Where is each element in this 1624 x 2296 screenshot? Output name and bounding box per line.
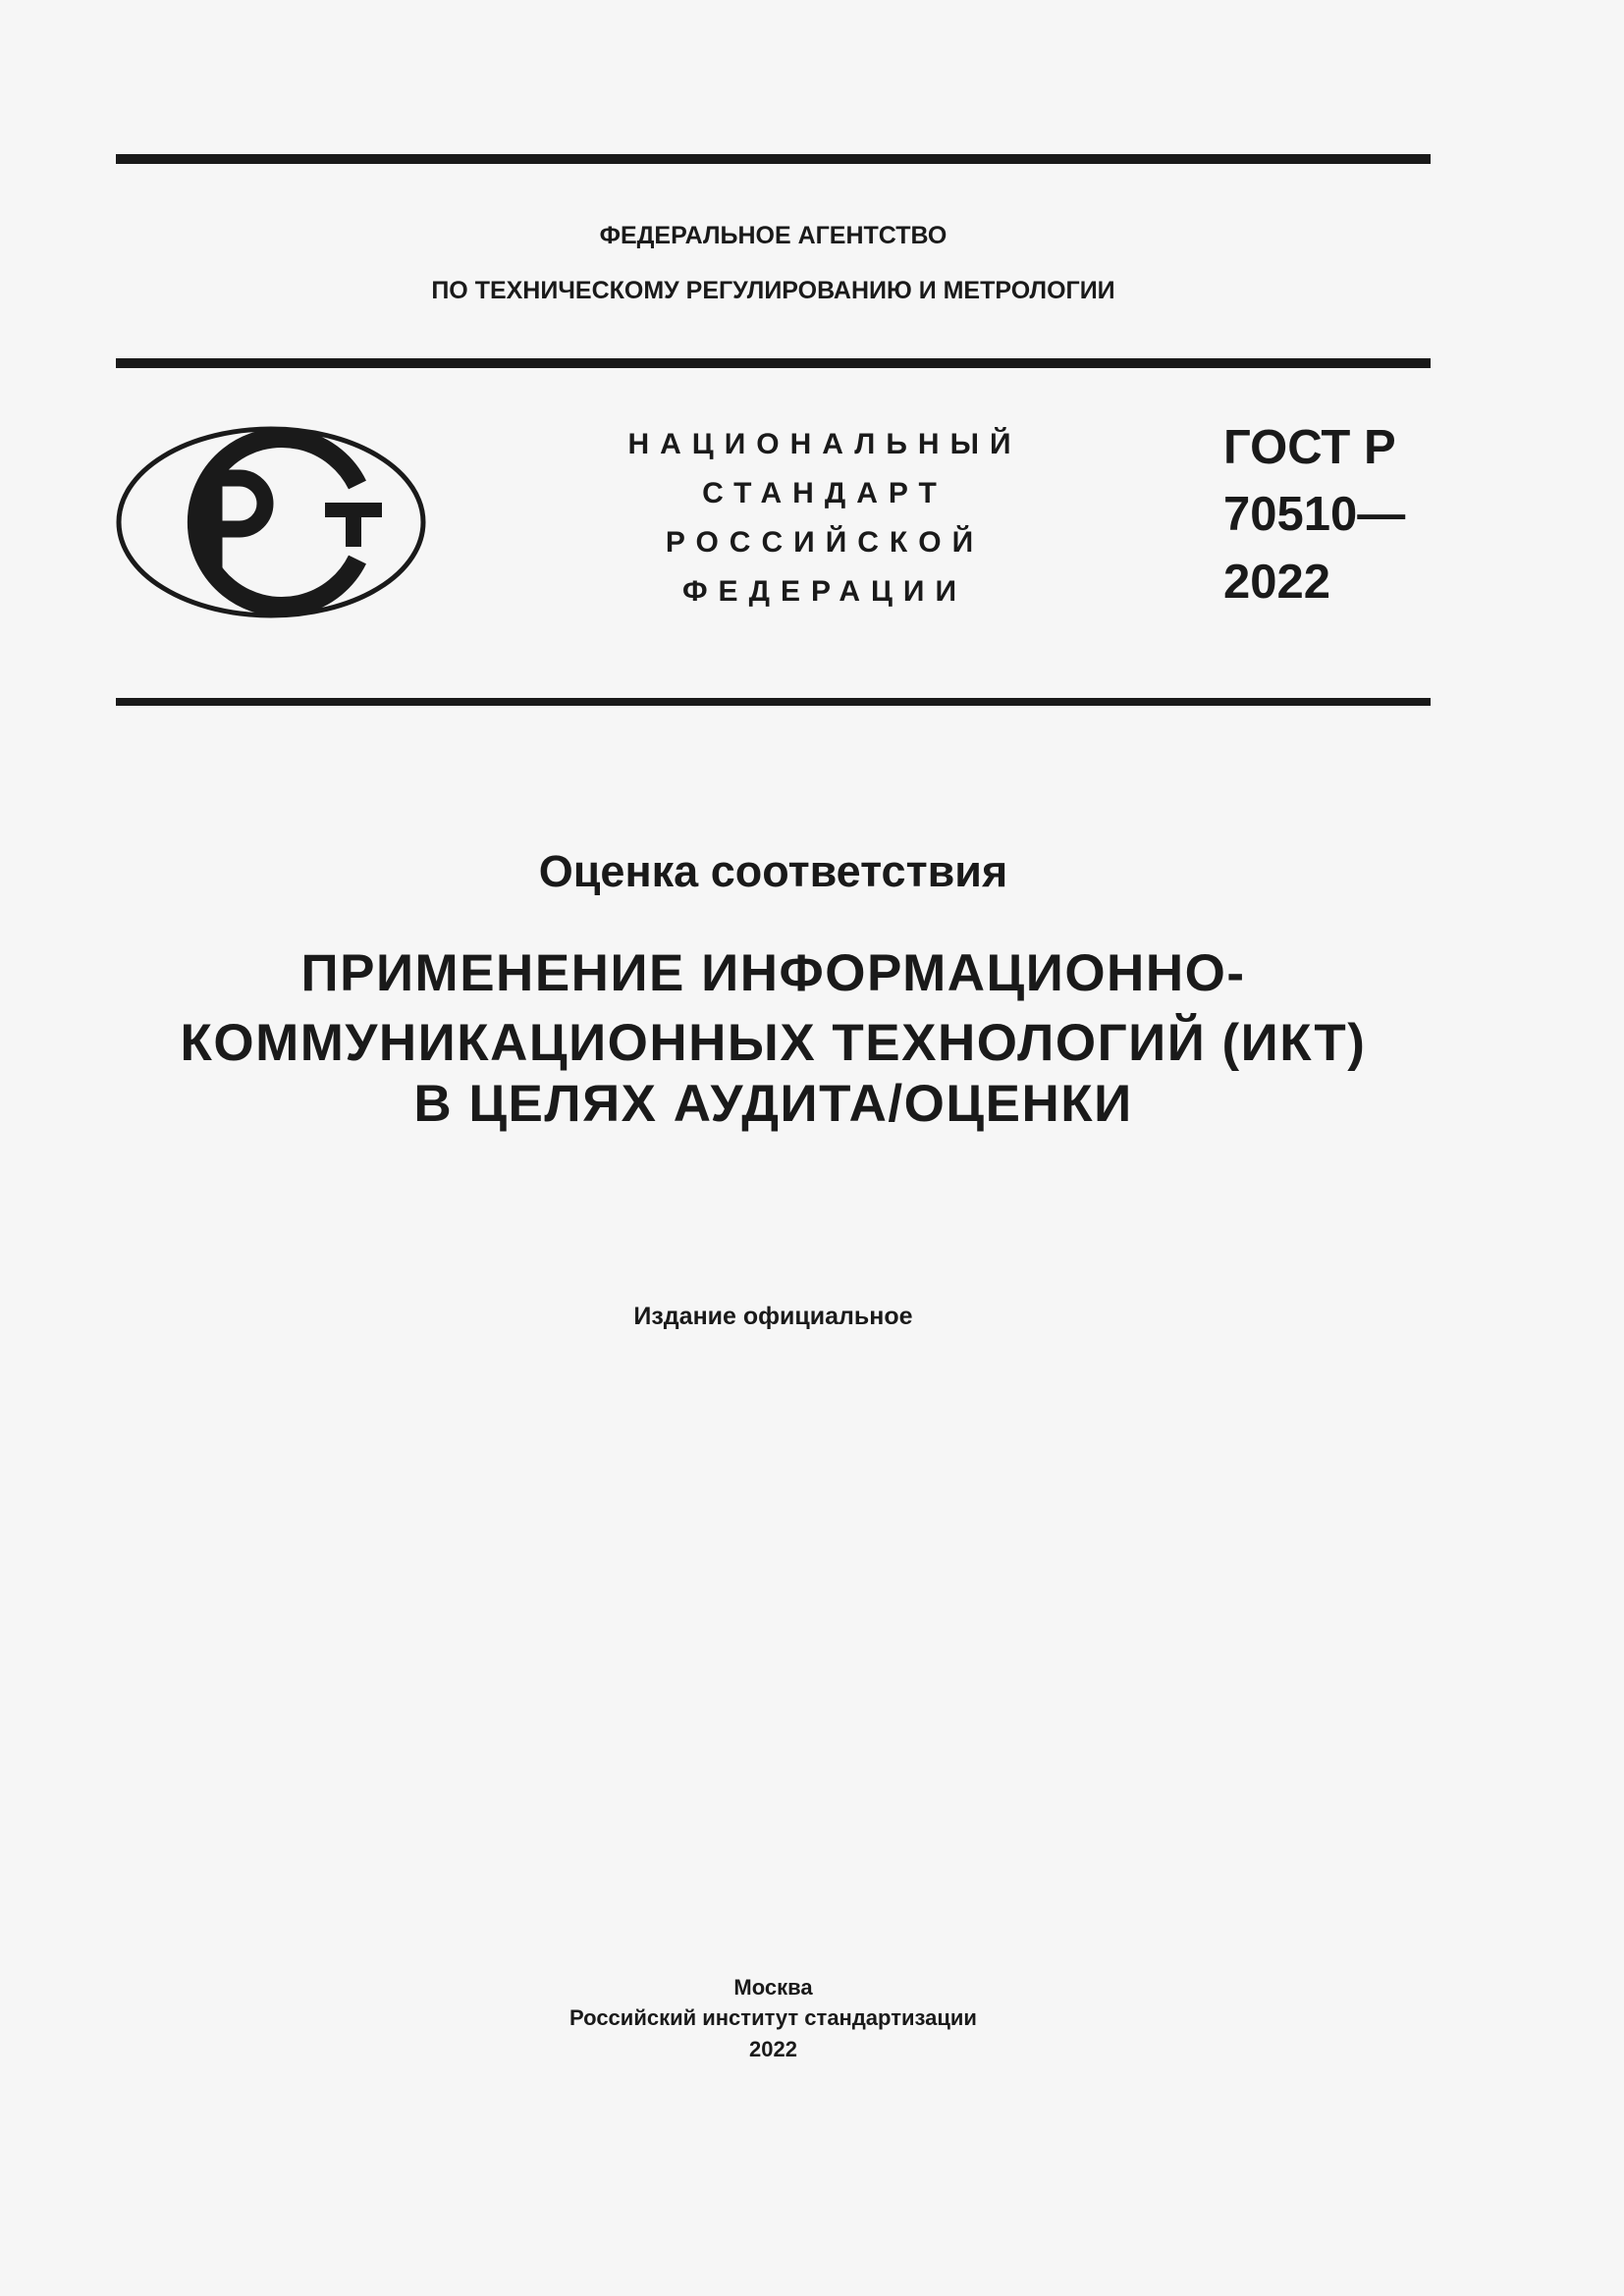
agency-name-line-2: ПО ТЕХНИЧЕСКОМУ РЕГУЛИРОВАНИЮ И МЕТРОЛОГИИ xyxy=(431,277,1115,304)
gost-designation-line-3: 2022 xyxy=(1223,556,1331,609)
national-standard-line-3: РОССИЙСКОЙ xyxy=(665,526,985,559)
document-title-line-3: В ЦЕЛЯХ АУДИТА/ОЦЕНКИ xyxy=(413,1075,1133,1133)
document-title-line-1: ПРИМЕНЕНИЕ ИНФОРМАЦИОННО- xyxy=(300,944,1246,1002)
top-rule xyxy=(116,154,1431,164)
gost-designation-line-1: ГОСТ Р xyxy=(1223,421,1396,474)
national-standard-line-1: НАЦИОНАЛЬНЫЙ xyxy=(627,428,1022,460)
edition-note: Издание официальное xyxy=(633,1303,913,1330)
document-title-line-2: КОММУНИКАЦИОННЫХ ТЕХНОЛОГИЙ (ИКТ) xyxy=(180,1014,1367,1072)
document-subtitle: Оценка соответствия xyxy=(538,846,1008,896)
standard-rule xyxy=(116,698,1431,706)
imprint-publisher: Российский институт стандартизации xyxy=(569,2005,977,2030)
national-standard-line-2: СТАНДАРТ xyxy=(702,477,947,509)
agency-name-line-1: ФЕДЕРАЛЬНОЕ АГЕНТСТВО xyxy=(599,222,947,249)
imprint-year: 2022 xyxy=(749,2037,797,2061)
national-standard-line-4: ФЕДЕРАЦИИ xyxy=(681,575,968,608)
imprint-city: Москва xyxy=(733,1975,813,2000)
gost-designation-line-2: 70510— xyxy=(1223,488,1406,541)
gost-r-emblem-icon xyxy=(114,424,428,620)
header-rule xyxy=(116,358,1431,368)
